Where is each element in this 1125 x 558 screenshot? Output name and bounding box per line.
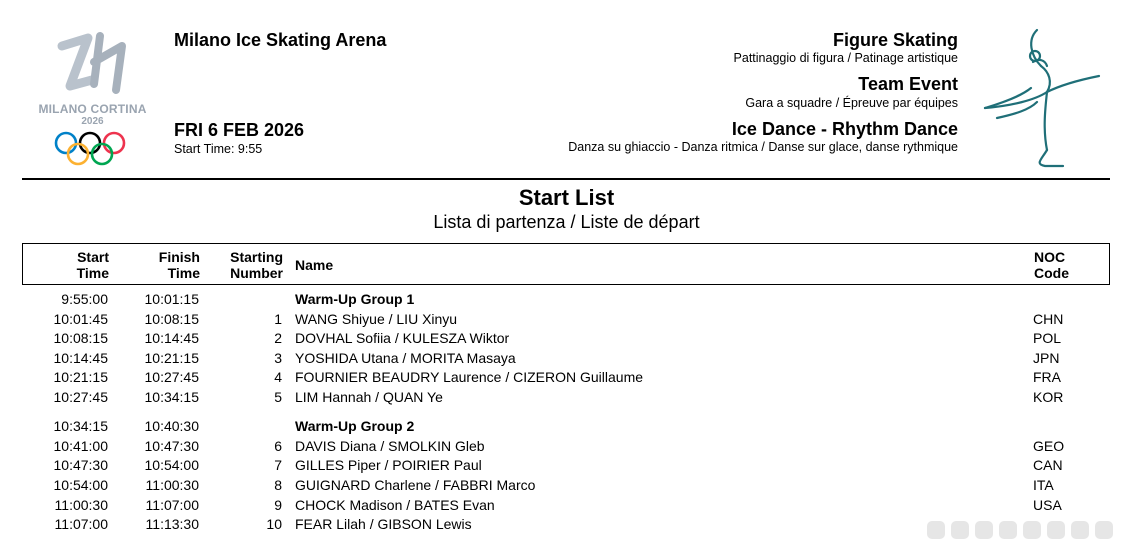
table-row [0, 350, 1125, 369]
noc-code-cell: FRA [1033, 369, 1061, 385]
finish-time-cell: 10:27:45 [144, 369, 199, 385]
start-time: Start Time: 9:55 [174, 142, 263, 156]
group-row [0, 291, 1125, 310]
table-row [0, 330, 1125, 349]
finish-time-cell: 10:40:30 [144, 418, 199, 434]
group-row [0, 418, 1125, 437]
start-time-cell: 11:07:00 [54, 516, 108, 532]
name-cell: GUIGNARD Charlene / FABBRI Marco [295, 477, 536, 493]
noc-code-cell: POL [1033, 330, 1062, 346]
name-cell: DOVHAL Sofiia / KULESZA Wiktor [295, 330, 510, 346]
starting-number-cell: 5 [274, 389, 282, 405]
column-header-noc-code: NOC Code [1034, 249, 1069, 281]
table-row [0, 457, 1125, 476]
olympic-rings-icon [52, 130, 132, 168]
table-row [0, 477, 1125, 496]
column-header-name: Name [295, 257, 334, 273]
starting-number-cell: 2 [274, 330, 282, 346]
games-emblem-icon [30, 28, 155, 103]
event-date: FRI 6 FEB 2026 [174, 120, 305, 140]
finish-time-cell: 10:34:15 [144, 389, 199, 405]
starting-number-cell: 8 [274, 477, 282, 493]
start-time-cell: 10:21:15 [53, 369, 108, 385]
starting-number-cell: 4 [274, 369, 282, 385]
noc-code-cell: GEO [1033, 438, 1065, 454]
table-header [22, 243, 1110, 285]
start-time-cell: 9:55:00 [61, 291, 108, 307]
discipline-subtitle: Pattinaggio di figura / Patinage artistique [733, 51, 958, 65]
starting-number-cell: 9 [274, 497, 282, 513]
name-cell: FOURNIER BEAUDRY Laurence / CIZERON Guillaume [295, 369, 644, 385]
name-cell: CHOCK Madison / BATES Evan [295, 497, 495, 513]
name-cell: YOSHIDA Utana / MORITA Masaya [295, 350, 516, 366]
column-header-finish-time: Finish Time [158, 249, 200, 281]
group-name-cell: Warm-Up Group 2 [295, 418, 415, 434]
venue-name: Milano Ice Skating Arena [174, 30, 387, 50]
starting-number-cell: 1 [274, 311, 282, 327]
noc-code-cell: USA [1033, 497, 1062, 513]
name-cell: WANG Shiyue / LIU Xinyu [295, 311, 458, 327]
name-cell: DAVIS Diana / SMOLKIN Gleb [295, 438, 485, 454]
starting-number-cell: 3 [274, 350, 282, 366]
finish-time-cell: 11:00:30 [145, 477, 199, 493]
finish-time-cell: 10:14:45 [144, 330, 199, 346]
finish-time-cell: 11:07:00 [145, 497, 199, 513]
brand-year: 2026 [81, 116, 104, 127]
noc-code-cell: ITA [1033, 477, 1054, 493]
start-time-cell: 10:47:30 [53, 457, 108, 473]
noc-code-cell: CHN [1033, 311, 1064, 327]
column-header-starting-number: Starting Number [230, 249, 283, 281]
noc-code-cell: JPN [1033, 350, 1060, 366]
phase-title: Ice Dance - Rhythm Dance [731, 119, 958, 139]
finish-time-cell: 10:21:15 [144, 350, 199, 366]
brand-wordmark: MILANO CORTINA [38, 102, 147, 116]
name-cell: LIM Hannah / QUAN Ye [295, 389, 443, 405]
finish-time-cell: 10:54:00 [144, 457, 199, 473]
table-row [0, 389, 1125, 408]
column-header-start-time: Start Time [76, 249, 109, 281]
phase-subtitle: Danza su ghiaccio - Danza ritmica / Danse sur glace, danse rythmique [568, 140, 958, 154]
start-time-cell: 11:00:30 [54, 497, 108, 513]
finish-time-cell: 10:47:30 [144, 438, 199, 454]
starting-number-cell: 10 [266, 516, 282, 532]
document-title: Start List [518, 185, 615, 210]
noc-code-cell: KOR [1033, 389, 1064, 405]
header-divider [22, 178, 1110, 180]
start-time-cell: 10:01:45 [53, 311, 108, 327]
start-time-cell: 10:08:15 [53, 330, 108, 346]
table-row [0, 438, 1125, 457]
table-row [0, 369, 1125, 388]
games-logo [30, 28, 155, 173]
group-name-cell: Warm-Up Group 1 [295, 291, 415, 307]
name-cell: GILLES Piper / POIRIER Paul [295, 457, 482, 473]
start-time-cell: 10:34:15 [53, 418, 108, 434]
event-subtitle: Gara a squadre / Épreuve par équipes [745, 96, 958, 110]
finish-time-cell: 10:01:15 [144, 291, 199, 307]
event-title: Team Event [858, 74, 958, 94]
document-subtitle: Lista di partenza / Liste de départ [433, 212, 700, 232]
start-time-cell: 10:54:00 [53, 477, 108, 493]
starting-number-cell: 6 [274, 438, 282, 454]
table-row [0, 311, 1125, 330]
start-time-cell: 10:27:45 [53, 389, 108, 405]
finish-time-cell: 11:13:30 [145, 516, 199, 532]
watermark-icon [925, 515, 1120, 545]
figure-skater-icon [975, 26, 1105, 171]
noc-code-cell: CAN [1033, 457, 1063, 473]
start-time-cell: 10:41:00 [53, 438, 108, 454]
starting-number-cell: 7 [274, 457, 282, 473]
name-cell: FEAR Lilah / GIBSON Lewis [295, 516, 472, 532]
table-row [0, 497, 1125, 516]
discipline-title: Figure Skating [832, 30, 958, 50]
finish-time-cell: 10:08:15 [144, 311, 199, 327]
start-time-cell: 10:14:45 [53, 350, 108, 366]
